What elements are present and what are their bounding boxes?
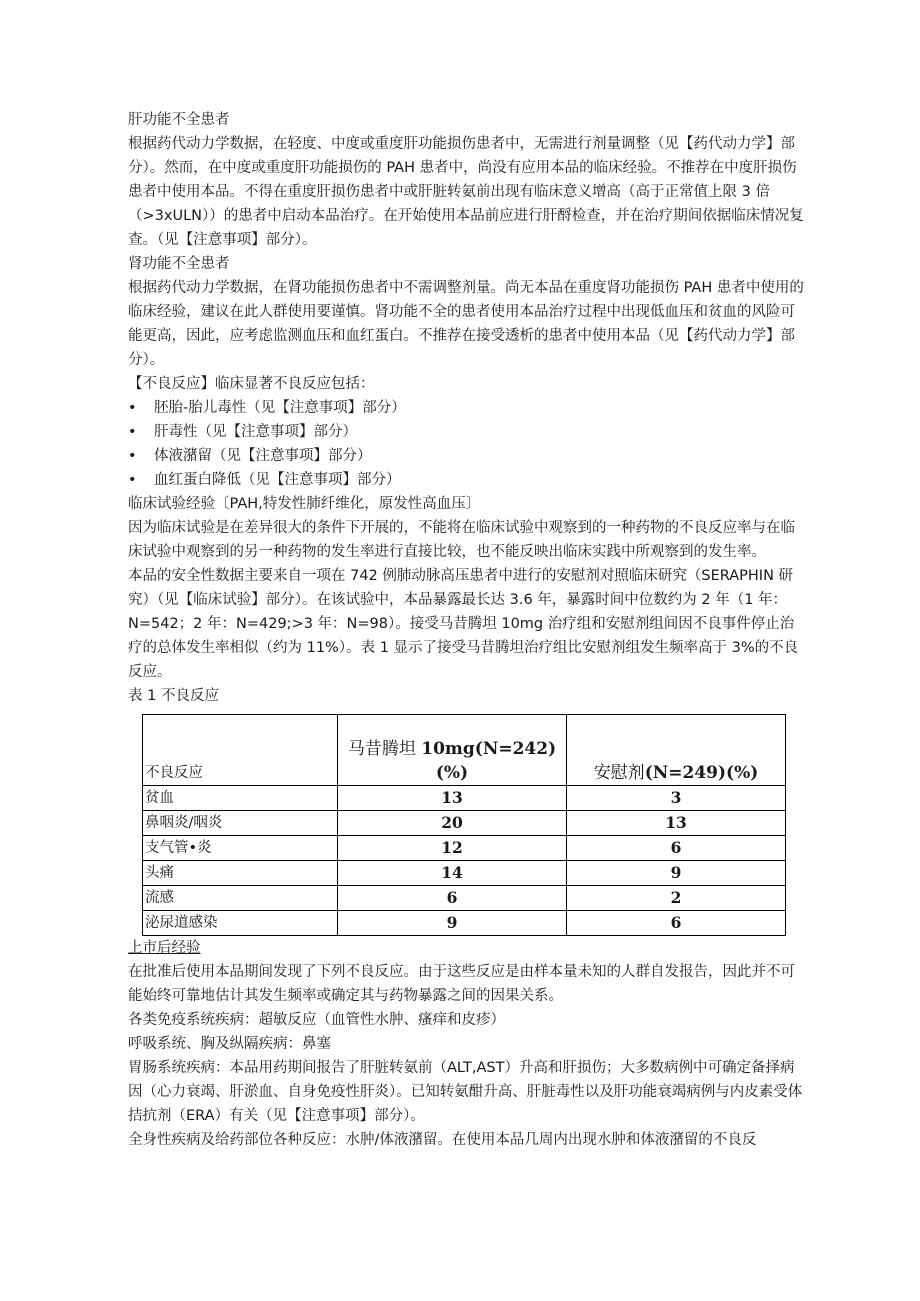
table-row <box>143 811 786 836</box>
table-row <box>143 836 786 861</box>
gastrointestinal-paragraph: 胃肠系统疾病：本品用药期间报告了肝脏转氨前（ALT,AST）升高和肝损伤；大多数病例中可确定备择病因（心力衰竭、肝淤血、自身免疫性肝炎）。已知转氨酣升高、肝脏毒性以及肝功能衰竭病例与内皮素受体拮抗剂（ERA）有关（见【注意事项】部分）。 <box>128 1060 803 1124</box>
cell-macitentan: 12 <box>338 836 567 861</box>
general-disorders-line: 全身性疾病及给药部位各种反应：水肿/体液潴留。在使用本品几周内出现水肿和体液潴留的不良反 <box>128 1132 757 1148</box>
table-row <box>143 886 786 911</box>
table-caption: 表 1 不良反应 <box>128 688 219 704</box>
bullet-text: 胚胎-胎儿毒性（见【注意事项】部分） <box>154 400 406 416</box>
hepatic-paragraph: 根据药代动力学数据，在轻度、中度或重度肝功能损伤患者中，无需进行剂量调整（见【药代动力学】部分）。然而，在中度或重度肝功能损伤的 PAH 患者中，尚没有应用本品的临床经验。不推荐在中度肝损伤患者中使用本品。不得在重度肝损伤患者中或肝脏转氨前出现有临床意义增高（高于正常值上限 3 倍（>3xULN））的患者中启动本品治疗。在开始使用本品前应进行肝酹检查，并在治疗期间依据临床情况复查。（见【注意事项】部分）。 <box>128 136 804 248</box>
cell-reaction: 流感 <box>143 886 338 911</box>
header-macitentan <box>338 715 567 786</box>
bullet-text: 肝毒性（见【注意事项】部分） <box>154 424 357 440</box>
respiratory-line: 呼吸系统、胸及纵隔疾病：鼻塞 <box>128 1036 331 1052</box>
clinical-trial-paragraph-1: 因为临床试验是在差异很大的条件下开展的，不能将在临床试验中观察到的一种药物的不良反应率与在临床试验中观察到的另一种药物的发生率进行直接比较，也不能反映出临床实践中所观察到的发生率。 <box>128 520 795 560</box>
header-placebo-prefix: 安慰剂 <box>593 763 645 783</box>
bullet-mark: • <box>128 424 137 440</box>
header-placebo-n: (N=249)(%) <box>644 763 759 783</box>
bullet-item <box>128 444 808 468</box>
header-macitentan-n: 10mg(N=242)(%) <box>421 739 557 783</box>
cell-reaction: 泌尿道感染 <box>143 911 338 936</box>
clinical-trial-heading: 临床试验经验〔PAH,特发性肺纤维化，原发性高血压〕 <box>128 496 481 512</box>
cell-placebo: 3 <box>567 786 786 811</box>
cell-placebo: 6 <box>567 911 786 936</box>
cell-macitentan: 9 <box>338 911 567 936</box>
cell-reaction: 头痛 <box>143 861 338 886</box>
header-macitentan-prefix: 马昔腾坦 <box>347 739 422 759</box>
cell-macitentan: 6 <box>338 886 567 911</box>
header-adverse-reaction: 不良反应 <box>143 715 338 786</box>
clinical-trial-paragraph-2: 本品的安全性数据主要来自一项在 742 例肺动脉高压患者中进行的安慰剂对照临床研究（SERAPHIN 研究）（见【临床试验】部分）。在该试验中，本品暴露最长达 3.6 年，暴露时间中位数约为 2 年（1 年：N=542；2 年：N=429;>3 年：N=98）。接受马昔腾坦 10mg 治疗组和安慰剂组间因不良事件停止治疗的总体发生率相似（约为 11%）。表 1 显示了接受马昔腾坦治疗组比安慰剂组发生频率高于 3%的不良反应。 <box>128 568 799 680</box>
cell-reaction: 支气管•炎 <box>143 836 338 861</box>
table-row <box>143 911 786 936</box>
cell-macitentan: 14 <box>338 861 567 886</box>
document-page <box>128 108 808 1152</box>
cell-placebo: 13 <box>567 811 786 836</box>
cell-macitentan: 13 <box>338 786 567 811</box>
immune-system-line: 各类免疫系统疾病：超敏反应（血管性水肿、瘙痒和皮疹） <box>128 1012 505 1028</box>
table-header-row <box>143 715 786 786</box>
cell-placebo: 2 <box>567 886 786 911</box>
bullet-mark: • <box>128 472 137 488</box>
header-placebo <box>567 715 786 786</box>
postmarket-heading: 上市后经验 <box>128 940 201 956</box>
bullet-text: 体液潴留（见【注意事项】部分） <box>154 448 372 464</box>
adverse-reactions-table <box>142 714 786 936</box>
postmarket-paragraph: 在批准后使用本品期间发现了下列不良反应。由于这些反应是由样本量未知的人群自发报告，因此并不可能始终可靠地估计其发生频率或确定其与药物暴露之间的因果关系。 <box>128 964 795 1004</box>
bullet-item <box>128 396 808 420</box>
hepatic-heading: 肝功能不全患者 <box>128 112 230 128</box>
bullet-text: 血红蛋白降低（见【注意事项】部分） <box>154 472 401 488</box>
adverse-reactions-intro: 【不良反应】临床显著不良反应包括： <box>128 376 375 392</box>
bullet-item <box>128 420 808 444</box>
table-row <box>143 861 786 886</box>
cell-reaction: 鼻咽炎/咽炎 <box>143 811 338 836</box>
renal-paragraph: 根据药代动力学数据，在肾功能损伤患者中不需调整剂量。尚无本品在重度肾功能损伤 PAH 患者中使用的临床经验，建议在此人群使用要谨慎。肾功能不全的患者使用本品治疗过程中出现低血压和贫血的风险可能更高，因此，应考虑监测血压和血红蛋白。不推荐在接受透析的患者中使用本品（见【药代动力学】部分）。 <box>128 280 804 368</box>
renal-heading: 肾功能不全患者 <box>128 256 230 272</box>
table-row <box>143 786 786 811</box>
bullet-item <box>128 468 808 492</box>
cell-placebo: 9 <box>567 861 786 886</box>
cell-placebo: 6 <box>567 836 786 861</box>
bullet-mark: • <box>128 400 137 416</box>
cell-macitentan: 20 <box>338 811 567 836</box>
cell-reaction: 贫血 <box>143 786 338 811</box>
bullet-mark: • <box>128 448 137 464</box>
